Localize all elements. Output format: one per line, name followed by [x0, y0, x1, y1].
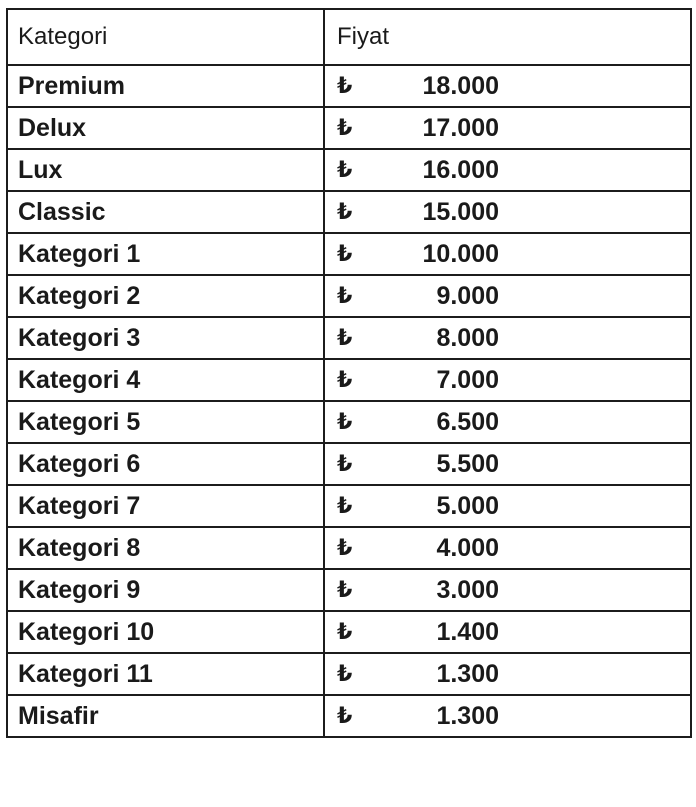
table-row — [7, 65, 691, 107]
price-amount: 1.300 — [436, 659, 499, 688]
category-cell: Kategori 7 — [7, 485, 324, 527]
table-row — [7, 359, 691, 401]
lira-icon: ₺ — [337, 367, 353, 392]
lira-icon: ₺ — [337, 493, 353, 518]
category-cell: Kategori 8 — [7, 527, 324, 569]
price-cell — [324, 485, 691, 527]
price-cell — [324, 611, 691, 653]
category-cell: Misafir — [7, 695, 324, 737]
price-cell — [324, 695, 691, 737]
price-amount: 1.300 — [436, 701, 499, 730]
table-row — [7, 191, 691, 233]
table-row — [7, 107, 691, 149]
price-cell — [324, 275, 691, 317]
table-row — [7, 401, 691, 443]
price-amount: 6.500 — [436, 407, 499, 436]
table-row — [7, 611, 691, 653]
category-cell: Kategori 5 — [7, 401, 324, 443]
price-cell — [324, 401, 691, 443]
price-cell — [324, 569, 691, 611]
table-row — [7, 149, 691, 191]
category-cell: Lux — [7, 149, 324, 191]
category-cell: Kategori 2 — [7, 275, 324, 317]
price-cell — [324, 443, 691, 485]
table-row — [7, 317, 691, 359]
lira-icon: ₺ — [337, 199, 353, 224]
price-amount: 5.000 — [436, 491, 499, 520]
lira-icon: ₺ — [337, 241, 353, 266]
lira-icon: ₺ — [337, 115, 353, 140]
header-category: Kategori — [7, 9, 324, 65]
lira-icon: ₺ — [337, 325, 353, 350]
price-amount: 7.000 — [436, 365, 499, 394]
table-row — [7, 695, 691, 737]
price-cell — [324, 149, 691, 191]
lira-icon: ₺ — [337, 283, 353, 308]
category-cell: Kategori 1 — [7, 233, 324, 275]
lira-icon: ₺ — [337, 451, 353, 476]
price-amount: 15.000 — [422, 197, 499, 226]
price-amount: 10.000 — [422, 239, 499, 268]
table-row — [7, 653, 691, 695]
lira-icon: ₺ — [337, 409, 353, 434]
price-amount: 3.000 — [436, 575, 499, 604]
category-cell: Kategori 9 — [7, 569, 324, 611]
lira-icon: ₺ — [337, 577, 353, 602]
price-amount: 8.000 — [436, 323, 499, 352]
price-cell — [324, 233, 691, 275]
category-cell: Premium — [7, 65, 324, 107]
lira-icon: ₺ — [337, 535, 353, 560]
price-amount: 1.400 — [436, 617, 499, 646]
price-amount: 5.500 — [436, 449, 499, 478]
category-cell: Kategori 4 — [7, 359, 324, 401]
category-cell: Kategori 10 — [7, 611, 324, 653]
lira-icon: ₺ — [337, 619, 353, 644]
table-row — [7, 275, 691, 317]
table-row — [7, 527, 691, 569]
price-cell — [324, 107, 691, 149]
category-cell: Kategori 6 — [7, 443, 324, 485]
lira-icon: ₺ — [337, 157, 353, 182]
lira-icon: ₺ — [337, 73, 353, 98]
price-amount: 17.000 — [422, 113, 499, 142]
category-cell: Kategori 3 — [7, 317, 324, 359]
price-cell — [324, 65, 691, 107]
price-amount: 9.000 — [436, 281, 499, 310]
table-row — [7, 485, 691, 527]
price-cell — [324, 317, 691, 359]
lira-icon: ₺ — [337, 661, 353, 686]
price-cell — [324, 653, 691, 695]
lira-icon: ₺ — [337, 703, 353, 728]
table-row — [7, 443, 691, 485]
table-header-row — [7, 9, 691, 65]
price-cell — [324, 191, 691, 233]
price-table — [6, 8, 692, 738]
table-body — [7, 65, 691, 737]
table-row — [7, 569, 691, 611]
category-cell: Kategori 11 — [7, 653, 324, 695]
price-amount: 18.000 — [422, 71, 499, 100]
header-price: Fiyat — [324, 9, 691, 65]
price-cell — [324, 527, 691, 569]
category-cell: Delux — [7, 107, 324, 149]
price-amount: 16.000 — [422, 155, 499, 184]
price-cell — [324, 359, 691, 401]
category-cell: Classic — [7, 191, 324, 233]
table-row — [7, 233, 691, 275]
price-amount: 4.000 — [436, 533, 499, 562]
